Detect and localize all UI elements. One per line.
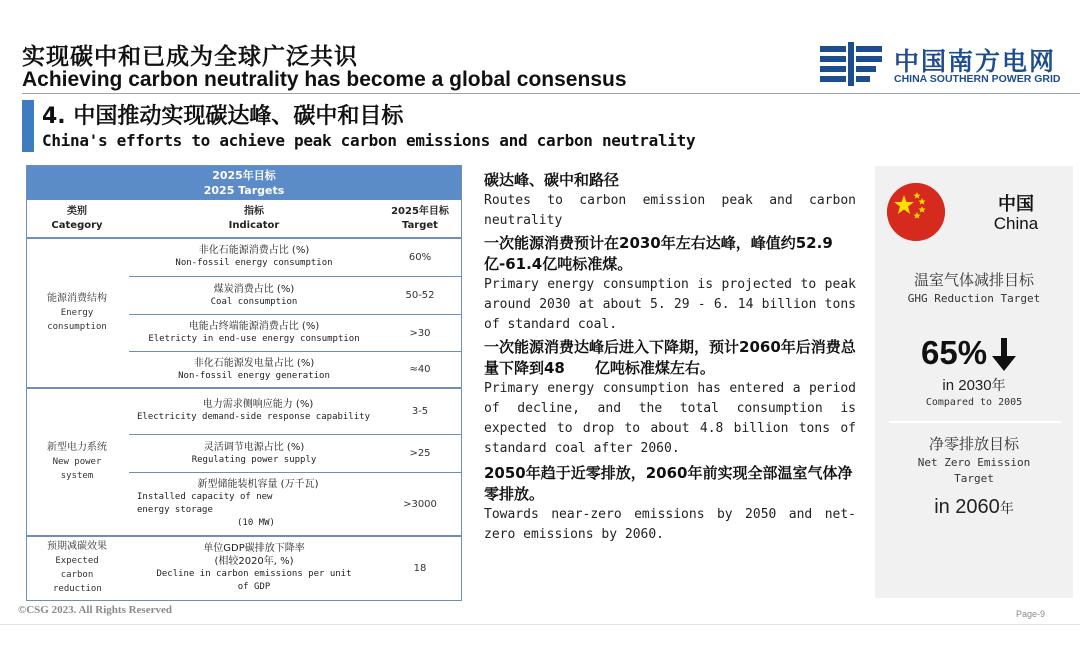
category-carbon-reduction <box>27 536 127 600</box>
ghg-year-text: in 2030 <box>942 377 992 394</box>
table-row-value: >30 <box>409 327 431 339</box>
col-header-indicator <box>129 200 379 237</box>
category-label-cn: 预期减碳效果 <box>47 541 107 552</box>
col-header-target-cn: 2025年目标 <box>391 206 449 217</box>
col-header-target <box>379 200 461 237</box>
logo-text-en: CHINA SOUTHERN POWER GRID <box>894 73 1061 85</box>
indicator-cn-note: (相较2020年, %) <box>214 556 294 567</box>
routes-heading-en: Routes to carbon emission peak and carbon neutrality <box>484 193 856 228</box>
col-header-category-en: Category <box>51 220 103 231</box>
table-row-indicator <box>129 315 379 351</box>
category-label-en: New power system <box>52 456 102 481</box>
table-row-indicator <box>129 536 379 600</box>
csg-logo <box>820 40 1070 90</box>
indicator-cn: 单位GDP碳排放下降率 <box>203 543 305 554</box>
targets-table <box>26 165 462 601</box>
table-row-value: >3000 <box>403 498 437 510</box>
route-item-cn: 2050年趋于近零排放，2060年前实现全部温室气体净零排放。 <box>484 464 853 503</box>
indicator-unit: (10 MW) <box>237 518 275 528</box>
indicator-en: Electricity demand-side response capability <box>137 412 370 422</box>
route-item-en: Primary energy consumption has entered a period of decline, and the total consumption is expected to drop to about 4.8 billion tons of standard coal after 2060. <box>484 381 856 456</box>
arrow-down-icon <box>991 338 1017 372</box>
indicator-en: Regulating power supply <box>191 454 317 465</box>
table-row-value: ≈40 <box>409 364 431 375</box>
col-header-category-cn: 类别 <box>67 206 87 217</box>
table-row-value: 18 <box>413 562 427 574</box>
indicator-cn: 非化石能源发电量占比 (%) <box>193 357 315 369</box>
netzero-year-text: in 2060 <box>934 496 1000 518</box>
header-divider <box>22 93 1080 94</box>
category-new-power-system <box>27 388 127 535</box>
ghg-target-value: 65% <box>921 334 988 371</box>
col-header-indicator-en: Indicator <box>228 220 280 231</box>
table-row-indicator <box>129 238 379 276</box>
category-label-en: Energy consumption <box>47 307 107 332</box>
section-title-en: China's efforts to achieve peak carbon emissions and carbon neutrality <box>42 131 696 150</box>
routes-heading-cn: 碳达峰、碳中和路径 <box>484 171 620 189</box>
table-row-value: >25 <box>409 448 431 459</box>
col-header-indicator-cn: 指标 <box>244 206 264 217</box>
indicator-en: Decline in carbon emissions per unit of GDP <box>156 569 352 592</box>
netzero-year-suffix: 年 <box>999 500 1014 516</box>
footer-divider <box>0 624 1080 625</box>
table-row-indicator <box>129 388 379 434</box>
logo-text-cn: 中国南方电网 <box>894 47 1057 76</box>
china-targets-panel <box>875 166 1073 598</box>
page-title-cn: 实现碳中和已成为全球广泛共识 <box>22 44 358 70</box>
category-label-en: Expected carbon reduction <box>53 556 102 594</box>
indicator-cn: 煤炭消费占比 (%) <box>213 283 295 295</box>
country-name-cn: 中国 <box>998 194 1034 215</box>
indicator-cn: 新型储能装机容量 (万千瓦) <box>197 479 319 490</box>
route-item-cn: 一次能源消费达峰后进入下降期，预计2060年后消费总量下降到48 亿吨标准煤左右。 <box>484 338 856 377</box>
indicator-cn: 电能占终端能源消费占比 (%) <box>188 321 320 332</box>
section-accent-bar <box>22 100 34 152</box>
indicator-en: Coal consumption <box>210 296 298 307</box>
table-row-indicator <box>129 352 379 387</box>
copyright-notice: ©CSG 2023. All Rights Reserved <box>18 604 172 616</box>
table-title <box>27 166 461 200</box>
table-row-value: 60% <box>408 251 432 263</box>
table-row-indicator <box>129 435 379 472</box>
page-number: Page-9 <box>1016 609 1046 619</box>
col-header-category <box>27 200 127 237</box>
netzero-year <box>875 496 1073 519</box>
table-row-value: 50-52 <box>405 290 435 301</box>
table-row-indicator <box>129 473 379 535</box>
indicator-en: Non-fossil energy generation <box>178 370 330 381</box>
indicator-cn: 灵活调节电源占比 (%) <box>203 441 305 453</box>
route-item-en: Towards near-zero emissions by 2050 and net-zero emissions by 2060. <box>484 507 856 542</box>
route-item-cn: 一次能源消费预计在2030年左右达峰，峰值约52.9亿-61.4亿吨标准煤。 <box>484 234 833 273</box>
indicator-en: Installed capacity of new energy storage <box>137 492 273 515</box>
category-label-cn: 能源消费结构 <box>47 292 107 304</box>
ghg-target-label-cn: 温室气体减排目标 <box>913 271 1034 289</box>
indicator-cn: 非化石能源消费占比 (%) <box>198 245 310 256</box>
indicator-en: Non-fossil energy consumption <box>175 258 333 268</box>
table-title-en: 2025 Targets <box>203 184 285 197</box>
category-energy-consumption <box>27 238 127 387</box>
country-name-en: China <box>993 214 1039 233</box>
routes-text <box>484 170 856 545</box>
china-flag-icon <box>887 183 945 241</box>
col-header-target-en: Target <box>402 220 438 231</box>
ghg-year-suffix: 年 <box>991 377 1006 393</box>
section-title-cn: 4. 中国推动实现碳达峰、碳中和目标 <box>42 104 404 129</box>
indicator-en: Eletricty in end-use energy consumption <box>148 334 360 344</box>
ghg-target-year <box>875 375 1073 395</box>
ghg-target-label-en: GHG Reduction Target <box>907 292 1041 305</box>
table-row-indicator <box>129 277 379 314</box>
page-title-en: Achieving carbon neutrality has become a global consensus <box>22 68 627 91</box>
category-label-cn: 新型电力系统 <box>47 441 107 453</box>
indicator-cn: 电力需求侧响应能力 (%) <box>202 399 314 410</box>
panel-divider <box>889 421 1061 423</box>
table-row-value: 3-5 <box>411 405 429 417</box>
csg-logo-icon <box>820 42 882 86</box>
netzero-label-en: Net Zero Emission Target <box>917 456 1031 485</box>
netzero-label-cn: 净零排放目标 <box>928 435 1019 453</box>
ghg-compare-note: Compared to 2005 <box>925 397 1023 408</box>
table-title-cn: 2025年目标 <box>212 169 276 182</box>
route-item-en: Primary energy consumption is projected to peak around 2030 at about 5. 29 - 6. 14 billion tons of standard coal. <box>484 277 856 332</box>
